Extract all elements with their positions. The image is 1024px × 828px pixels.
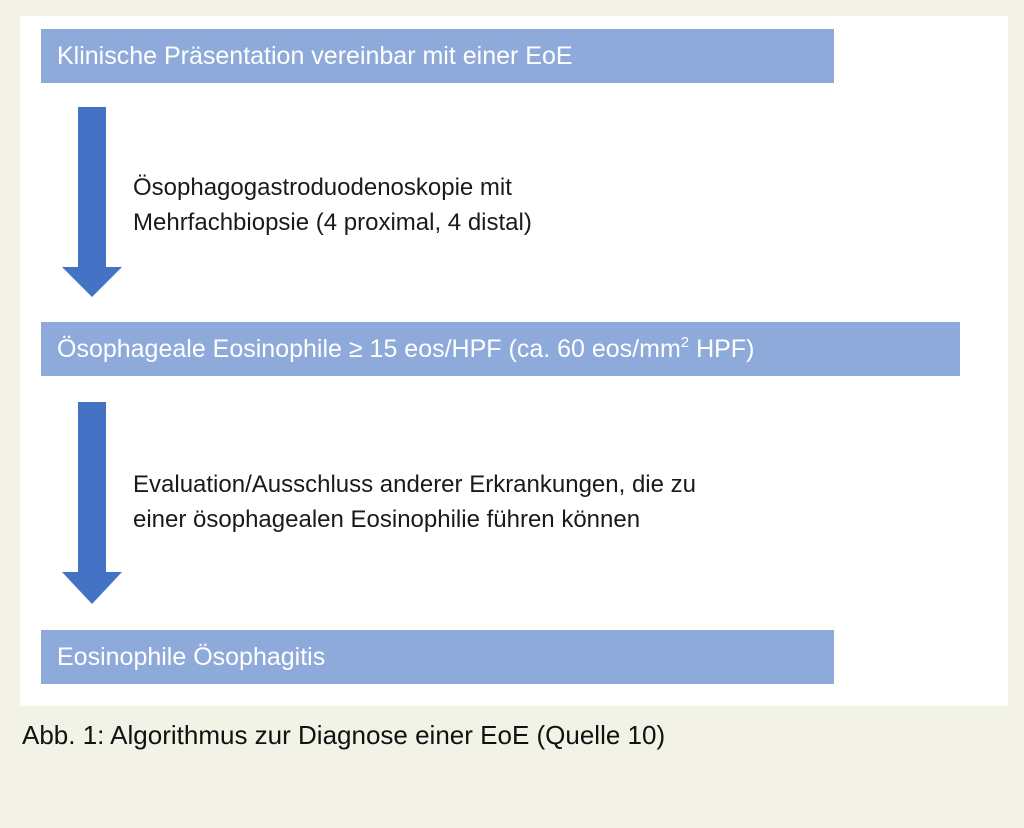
step-eosinophil-count [41,322,960,376]
note-evaluation-line2: einer ösophagealen Eosinophilie führen können [133,506,641,533]
note-evaluation-exclusion [133,467,696,537]
note-endoscopy-biopsy [133,170,532,240]
note-endoscopy-line1: Ösophagogastroduodenoskopie mit [133,174,512,201]
step-eosinophil-count-suffix: HPF) [689,335,755,363]
step-diagnosis-eoe: Eosinophile Ösophagitis [41,630,834,684]
note-evaluation-line1: Evaluation/Ausschluss anderer Erkrankungen, die zu [133,471,696,498]
down-arrow-icon [62,107,122,297]
superscript-2: 2 [680,334,690,351]
figure-caption: Abb. 1: Algorithmus zur Diagnose einer EoE (Quelle 10) [22,720,666,750]
step-eosinophil-count-text: Ösophageale Eosinophile ≥ 15 eos/HPF (ca. 60 eos/mm [57,335,681,363]
step-clinical-presentation: Klinische Präsentation vereinbar mit einer EoE [41,29,834,83]
note-endoscopy-line2: Mehrfachbiopsie (4 proximal, 4 distal) [133,209,532,236]
down-arrow-icon [62,402,122,604]
